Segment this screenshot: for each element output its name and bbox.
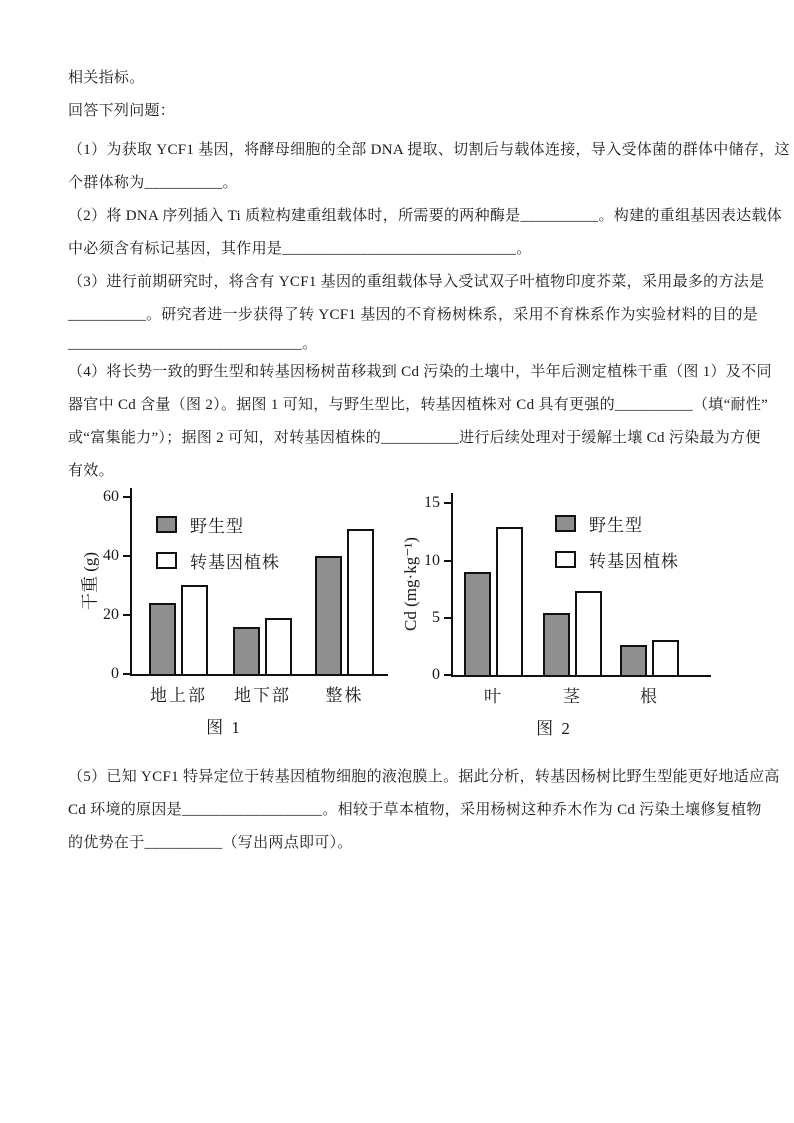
bar-野生型-地下部 [233, 627, 260, 674]
chart1-x-axis-labels [132, 681, 395, 706]
y-tick-label: 60 [103, 487, 119, 505]
y-tick-mark [444, 502, 452, 504]
text-line-q2: （2）将 DNA 序列插入 Ti 质粒构建重组载体时，所需要的两种酶是__________。构建的重组基因表达载体 [68, 208, 783, 224]
text-line: 或“富集能力”）；据图 2 可知，对转基因植株的__________进行后续处理对于缓解土壤 Cd 污染最为方便 [68, 430, 761, 446]
bar-group [233, 618, 292, 674]
x-category-label: 地上部 [150, 686, 207, 705]
y-tick-mark [444, 674, 452, 676]
bar-转基因植株-整株 [347, 529, 374, 674]
y-tick-label: 5 [432, 608, 441, 626]
text-line: __________。研究者进一步获得了转 YCF1 基因的不育杨树株系，采用不育株系作为实验材料的目的是 [68, 307, 759, 323]
legend-label: 野生型 [589, 516, 644, 535]
y-tick-mark [123, 496, 131, 498]
bar-group [543, 591, 602, 675]
bar-转基因植株-茎 [575, 591, 602, 675]
y-tick-mark [444, 617, 452, 619]
text-line: Cd 环境的原因是__________________。相较于草本植物，采用杨树这种乔木作为 Cd 污染土壤修复植物 [68, 802, 762, 818]
bar-转基因植株-地下部 [265, 618, 292, 674]
bar-转基因植株-根 [652, 640, 679, 675]
chart2-y-axis-label: Cd (mg·kg⁻¹) [401, 537, 421, 631]
legend-label: 野生型 [190, 517, 244, 536]
bar-野生型-茎 [543, 613, 570, 675]
legend-label: 转基因植株 [589, 552, 680, 571]
text-line-q4: （4）将长势一致的野生型和转基因杨树苗移栽到 Cd 污染的土壤中，半年后测定植株干重（图 1）及不同 [68, 364, 772, 380]
bar-group [149, 585, 208, 674]
bar-野生型-整株 [315, 556, 342, 674]
bar-group [620, 640, 679, 675]
chart1-caption: 图 1 [206, 718, 242, 737]
text-line-blank: ______________________________。 [68, 336, 318, 352]
chart2-bars [453, 527, 711, 675]
text-line-q5: （5）已知 YCF1 特异定位于转基因植物细胞的液泡膜上。据此分析，转基因杨树比野生型能更好地适应高 [68, 769, 780, 785]
text-line: 有效。 [68, 463, 114, 479]
y-tick-mark [123, 614, 131, 616]
y-tick-label: 15 [424, 494, 441, 512]
chart1-bars [132, 529, 388, 674]
figure-row [68, 488, 732, 739]
chart2-x-axis-labels [453, 682, 732, 707]
y-tick-mark [444, 560, 452, 562]
legend-label: 转基因植株 [190, 553, 280, 572]
bar-野生型-叶 [464, 572, 491, 675]
chart1-y-axis-label: 干重 (g) [80, 551, 100, 611]
x-category-label: 整株 [325, 686, 364, 705]
bar-野生型-地上部 [149, 603, 176, 674]
x-category-label: 根 [640, 687, 660, 706]
text-line: 相关指标。 [68, 70, 145, 86]
text-line: 回答下列问题： [68, 103, 176, 119]
bar-转基因植株-叶 [496, 527, 523, 675]
y-tick-label: 20 [103, 605, 119, 623]
text-line-q1: （1）为获取 YCF1 基因，将酵母细胞的全部 DNA 提取、切割后与载体连接，导入受体菌的群体中储存，这 [68, 142, 790, 158]
chart2-plot-area [401, 493, 711, 683]
text-line: 的优势在于__________（写出两点即可）。 [68, 835, 353, 851]
x-category-label: 茎 [563, 687, 583, 706]
x-category-label: 地下部 [234, 686, 291, 705]
y-tick-mark [123, 555, 131, 557]
y-tick-label: 0 [111, 665, 119, 682]
text-line: 个群体称为__________。 [68, 175, 238, 191]
chart2-caption: 图 2 [536, 719, 572, 738]
y-tick-label: 10 [424, 551, 441, 569]
text-line: 中必须含有标记基因，其作用是______________________________。 [68, 241, 532, 257]
text-line: 器官中 Cd 含量（图 2）。据图 1 可知，与野生型比，转基因植株对 Cd 具有更强的__________（填“耐性” [68, 397, 769, 413]
chart1-plot-area [80, 487, 388, 682]
bar-group [315, 529, 374, 674]
bar-group [464, 527, 523, 675]
chart-cd-content [395, 493, 732, 739]
y-tick-label: 40 [103, 546, 119, 564]
y-tick-label: 0 [432, 666, 441, 683]
bar-转基因植株-地上部 [181, 585, 208, 674]
x-category-label: 叶 [484, 687, 504, 706]
chart-dry-weight [68, 488, 395, 739]
text-line-q3: （3）进行前期研究时，将含有 YCF1 基因的重组载体导入受试双子叶植物印度芥菜，采用最多的方法是 [68, 274, 765, 290]
y-tick-mark [123, 673, 131, 675]
bar-野生型-根 [620, 645, 647, 675]
